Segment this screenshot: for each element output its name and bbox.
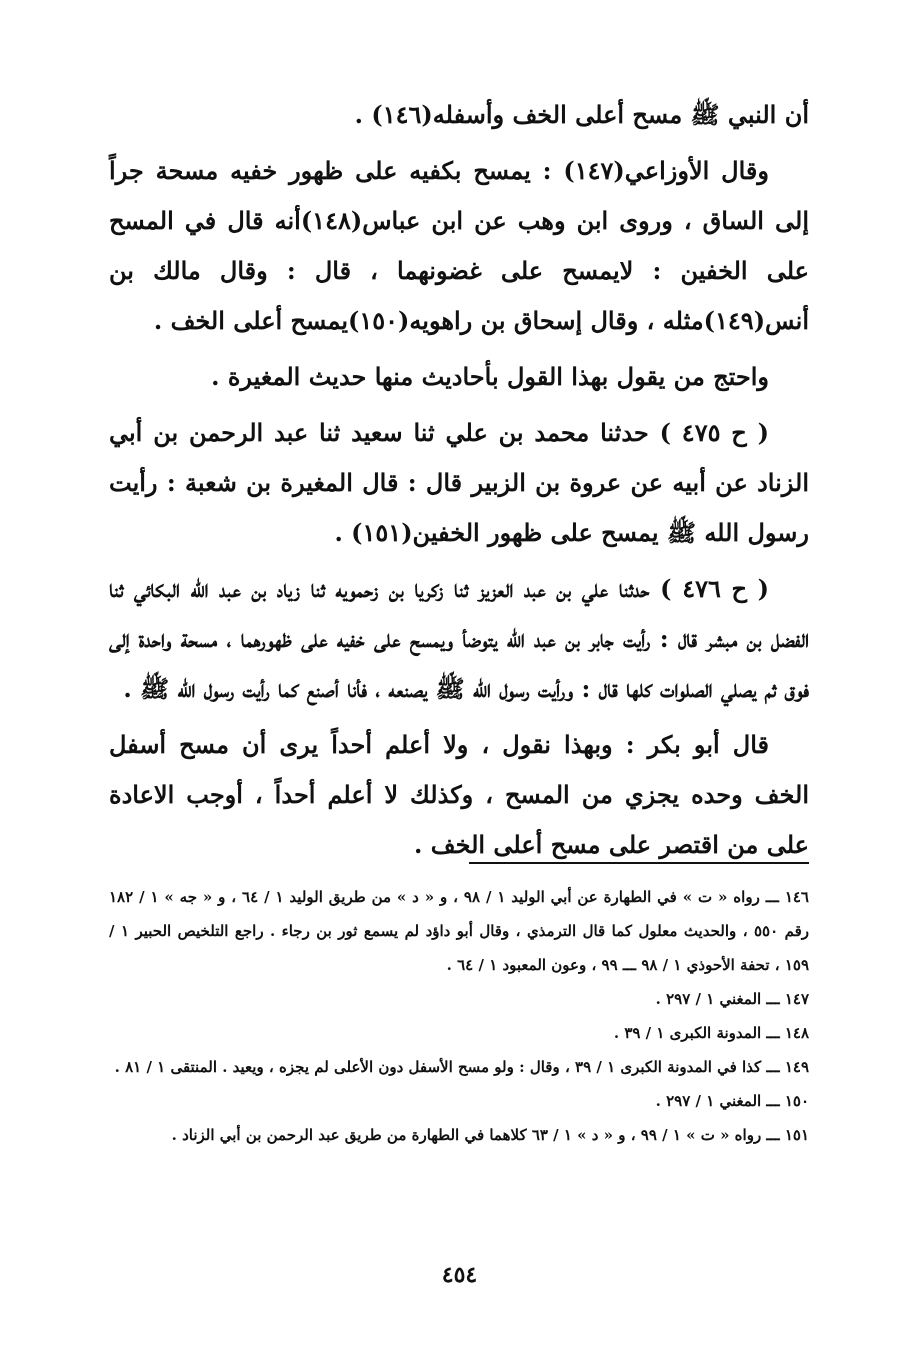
- main-text: [109, 90, 809, 870]
- footnote-divider: [469, 862, 809, 864]
- hadith-475: ( ح ٤٧٥ ) حدثنا محمد بن علي ثنا سعيد ثنا عبد الرحمن بن أبي الزناد عن أبيه عن عروة بن الزبير قال : قال المغيرة بن شعبة : رأيت رسول الله ﷺ يمسح على ظهور الخفين(١٥١) .: [109, 418, 809, 547]
- paragraph-abu-bakr: قال أبو بكر : وبهذا نقول ، ولا أعلم أحداً يرى أن مسح أسفل الخف وحده يجزي من المسح ، وكذلك لا أعلم أحداً ، أوجب الاعادة على من اقتصر على مسح أعلى الخف .: [109, 730, 809, 859]
- footnotes: [109, 880, 809, 1152]
- footnote-147: ١٤٧ ـــ المغني ١ / ٢٩٧ .: [655, 990, 809, 1008]
- footnote-148: ١٤٨ ـــ المدونة الكبرى ١ / ٣٩ .: [613, 1024, 809, 1042]
- paragraph-3: واحتج من يقول بهذا القول بأحاديث منها حديث المغيرة .: [211, 362, 769, 391]
- footnote-150: ١٥٠ ـــ المغني ١ / ٢٩٧ .: [655, 1092, 809, 1110]
- paragraph-2: وقال الأوزاعي(١٤٧) : يمسح بكفيه على ظهور خفيه مسحة جراً إلى الساق ، وروى ابن وهب عن ابن عباس(١٤٨)أنه قال في المسح على الخفين : لايمسح على غضونهما ، قال : وقال مالك بن أنس(١٤٩)مثله ، وقال إسحاق بن راهويه(١٥٠)يمسح أعلى الخف .: [109, 156, 809, 335]
- hadith-476: ( ح ٤٧٦ ) حدثنا علي بن عبد العزيز ثنا زكريا بن زحمويه ثنا زياد بن عبد الله البكائي ثنا الفضل بن مبشر قال : رأيت جابر بن عبد الله يتوضأ ويمسح على خفيه على ظهورهما ، مسحة واحدة إلى فوق ثم يصلي الصلوات كلها قال : ورأيت رسول الله ﷺ يصنعه ، فأنا أصنع كما رأيت رسول الله ﷺ .: [109, 574, 809, 703]
- page-number: ٤٥٤: [441, 1262, 478, 1288]
- paragraph-1: أن النبي ﷺ مسح أعلى الخف وأسفله(١٤٦) .: [354, 100, 809, 129]
- footnote-149: ١٤٩ ـــ كذا في المدونة الكبرى ١ / ٣٩ ، وقال : ولو مسح الأسفل دون الأعلى لم يجزه ، ويعيد . المنتقى ١ / ٨١ .: [114, 1058, 809, 1076]
- footnote-146: ١٤٦ ـــ رواه « ت » في الطهارة عن أبي الوليد ١ / ٩٨ ، و « د » من طريق الوليد ١ / ٦٤ ، و « جه » ١ / ١٨٢ رقم ٥٥٠ ، والحديث معلول كما قال الترمذي ، وقال أبو داؤد لم يسمع ثور بن رجاء . راجع التلخيص الحبير ١ / ١٥٩ ، تحفة الأحوذي ١ / ٩٨ ـــ ٩٩ ، وعون المعبود ١ / ٦٤ .: [109, 888, 810, 974]
- footnote-151: ١٥١ ـــ رواه « ت » ١ / ٩٩ ، و « د » ١ / ٦٣ كلاهما في الطهارة من طريق عبد الرحمن بن أبي الزناد .: [171, 1126, 809, 1144]
